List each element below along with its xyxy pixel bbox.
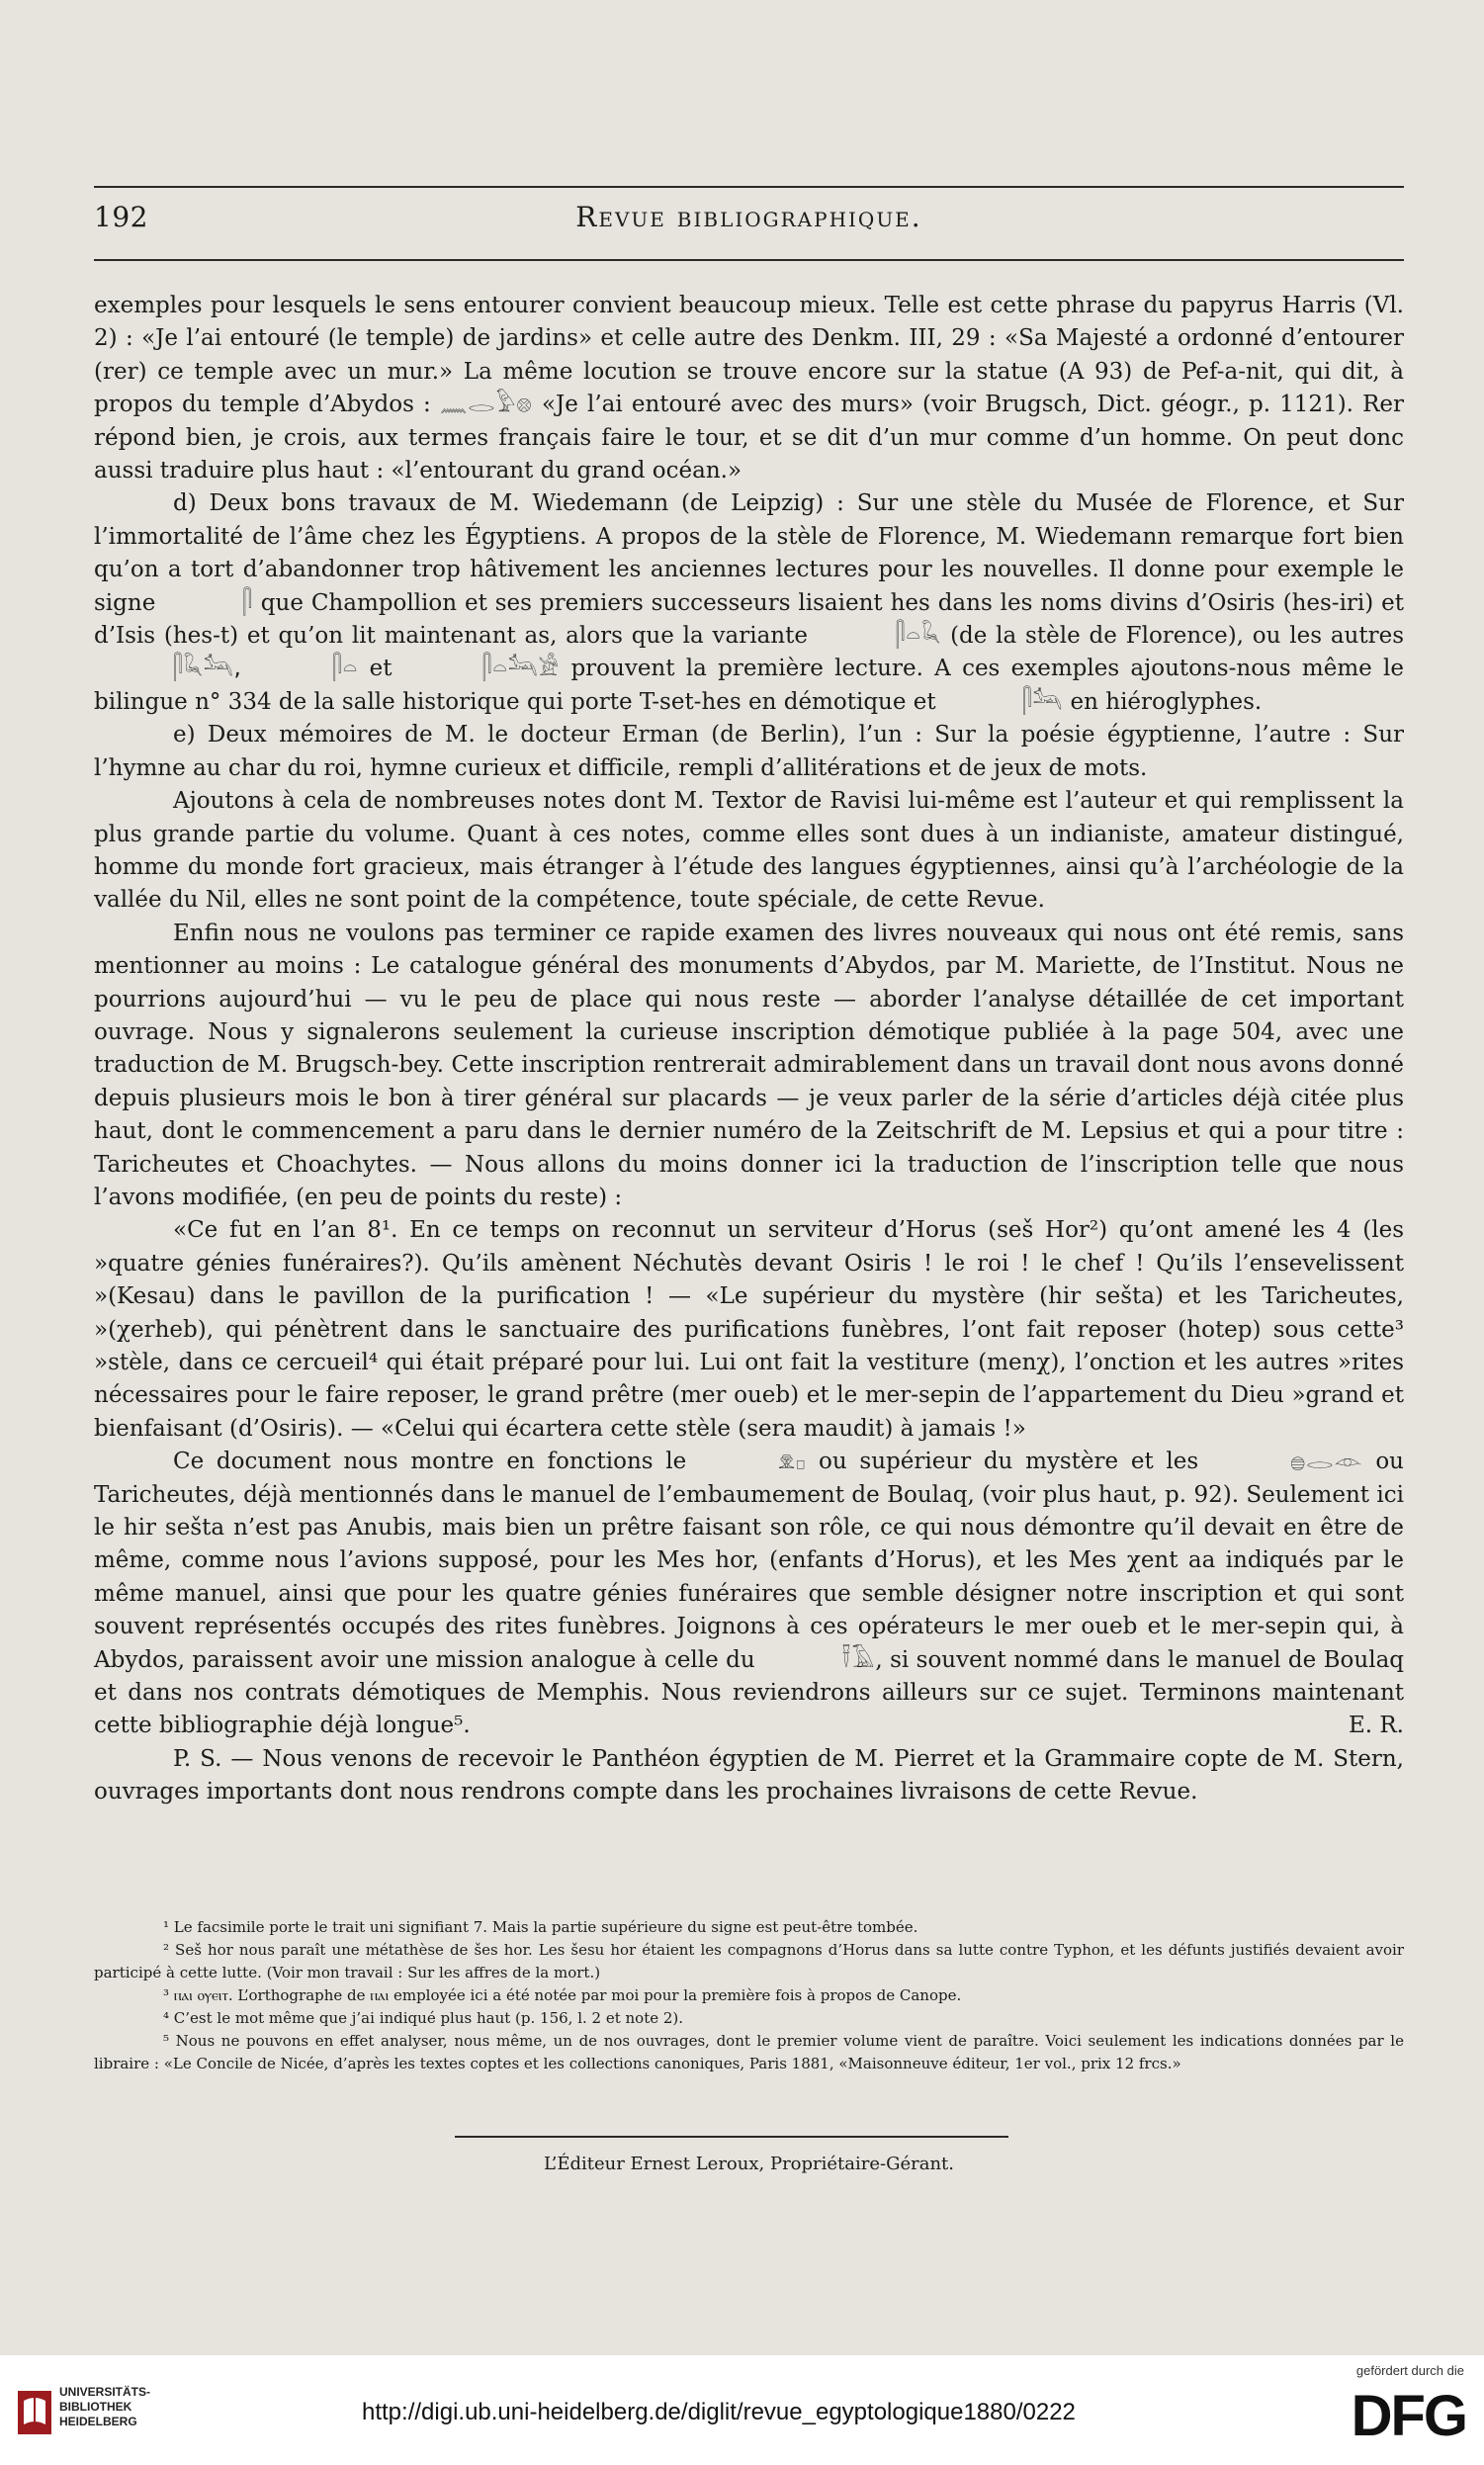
viewer-footer: [0, 2355, 1484, 2465]
paragraph: e) Deux mémoires de M. le docteur Erman (de Berlin), l’un : Sur la poésie égyptienne, l’autre : Sur l’hymne au char du roi, hymne curieux et difficile, rempli d’allitérations et de jeux de mots.: [94, 722, 1404, 781]
paragraph: Enfin nous ne voulons pas terminer ce rapide examen des livres nouveaux qui nous ont été remis, sans mentionner au moins : Le catalogue général des monuments d’Abydos, par M. Mariette, de l’Institut. Nous ne pourrions aujourd’hui — vu le peu de place qui nous reste — aborder l’analyse détaillée de cet important ouvrage. Nous y signalerons seulement la curieuse inscription démotique publiée à la page 504, avec une traduction de M. Brugsch-bey. Cette inscription rentrerait admirablement dans un travail dont nous avons donné depuis plusieurs mois le bon à tirer général sur placards — je veux parler de la série d’articles déjà citée plus haut, dont le commencement a paru dans le dernier numéro de la Zeitschrift de M. Lepsius et qui a pour titre : Taricheutes et Choachytes. — Nous allons du moins donner ici la traduction de l’inscription telle que nous l’avons modifiée, (en peu de points du reste) :: [94, 920, 1404, 1210]
running-title: Revue bibliographique.: [575, 201, 922, 233]
footnote: ³ ⲡⲁⲓ ⲟⲩⲉⲓⲧ. L’orthographe de ⲡⲁⲓ employée ici a été notée par moi pour la première fois à propos de Canope.: [163, 1986, 962, 2004]
signature: E. R.: [1348, 1713, 1404, 1739]
hieroglyph-group: 𓈖𓂋𓅱𓊖: [439, 392, 533, 418]
hieroglyph-group: 𓋴𓆗𓃢,: [173, 656, 242, 682]
library-logo-icon: [18, 2391, 51, 2434]
paragraph: exemples pour lesquels le sens entourer convient beaucoup mieux. Telle est cette phrase du papyrus Harris (Vl. 2) : «Je l’ai entouré (le temple) de jardins» et celle autre des Denkm. III, 29 : «Sa Majesté a ordonné d’entourer (rer) ce temple avec un mur.» La même locution se trouve encore sur la statue (A 93) de Pef-a-nit, qui dit, à propos du temple d’Abydos : 𓈖𓂋𓅱𓊖 «Je l’ai entouré avec des murs» (voir Brugsch, Dict. géogr., p. 1121). Rer répond bien, je crois, aux termes français faire le tour, et se dit d’un mur comme d’un homme. On peut donc aussi traduire plus haut : «l’entourant du grand océan.»: [94, 293, 1405, 484]
document-url[interactable]: http://digi.ub.uni-heidelberg.de/diglit/revue_egyptologique1880/0222: [362, 2399, 1076, 2425]
imprint: L’Éditeur Ernest Leroux, Propriétaire-Gérant.: [543, 2154, 955, 2174]
footnote: ² Seš hor nous paraît une métathèse de šes hor. Les šesu hor étaient les compagnons d’Horus dans sa lutte contre Typhon, et les défunts justifiés devaient avoir participé à cette lutte. (Voir mon travail : Sur les affres de la mort.): [94, 1941, 1404, 1981]
header-rule: [94, 259, 1404, 261]
funding-label: gefördert durch die: [1355, 2363, 1464, 2378]
footnote: ¹ Le facsimile porte le trait uni signifiant 7. Mais la partie supérieure du signe est peut-être tombée.: [163, 1918, 918, 1936]
hieroglyph-group: 𓋴𓏏: [332, 656, 359, 682]
footnote: ⁴ C’est le mot même que j’ai indiqué plus haut (p. 156, l. 2 et note 2).: [163, 2009, 684, 2027]
postscript: P. S. — Nous venons de recevoir le Panthéon égyptien de M. Pierret et la Grammaire copte de M. Stern, ouvrages importants dont nous rendrons compte dans les prochaines livraisons de cette Revue.: [94, 1745, 1404, 1805]
hieroglyph-group: 𓍋𓄿: [841, 1646, 876, 1673]
hieroglyph-variant: 𓋴𓏏𓆗: [895, 623, 942, 650]
hieroglyph-sign: 𓋴: [242, 589, 253, 616]
library-name: UNIVERSITÄTS- BIBLIOTHEK HEIDELBERG: [59, 2385, 151, 2428]
dfg-logo: DFG: [1351, 2384, 1466, 2448]
footnotes: [94, 1916, 1404, 2075]
paragraph: Ce document nous montre en fonctions le 𓁷𓊪 ou supérieur du mystère et les 𓐍𓂋𓁹 ou Taricheutes, déjà mentionnés dans le manuel de l’embaumement de Boulaq, (voir plus haut, p. 92). Seulement ici le hir sešta n’est pas Anubis, mais bien un prêtre faisant son rôle, ce qui nous démontre qu’il devait en être de même, comme nous l’avions supposé, pour les Mes hor, (enfants d’Horus), et les Mes χent aa indiqués par le même manuel, ainsi que pour les quatre génies funéraires que semble désigner notre inscription et qui sont souvent représentés occupés des rites funèbres. Joignons à ces opérateurs le mer oueb et le mer-sepin qui, à Abydos, paraissent avoir une mission analogue à celle du 𓍋𓄿, si souvent nommé dans le manuel de Boulaq et dans nos contrats démotiques de Memphis. Nous reviendrons ailleurs sur ce sujet. Terminons maintenant cette bibliographie déjà longue⁵. E. R.: [94, 1446, 1404, 1743]
paragraph: Ajoutons à cela de nombreuses notes dont M. Textor de Ravisi lui-même est l’auteur et qui remplissent la plus grande partie du volume. Quant à ces notes, comme elles sont dues à un indianiste, amateur distingué, homme du monde fort gracieux, mais étranger à l’étude des langues égyptiennes, ainsi qu’à l’archéologie de la vallée du Nil, elles ne sont point de la compétence, toute spéciale, de cette Revue.: [94, 788, 1404, 914]
page-number: 192: [94, 201, 148, 233]
hieroglyph-group: 𓁷𓊪: [777, 1449, 807, 1475]
quotation: «Ce fut en l’an 8¹. En ce temps on reconnut un serviteur d’Horus (seš Hor²) qu’ont amené les 4 (les »quatre génies funéraires?). Qu’ils amènent Néchutès devant Osiris ! le roi ! le chef ! Qu’ils l’ensevelissent »(Kesau) dans le pavillon de la purification ! — «Le supérieur du mystère (hir sešta) et les Taricheutes, »(χerheb), qui pénètrent dans le sanctuaire des purifications funèbres, l’ont fait reposer (hotep) sous cette³ »stèle, dans ce cercueil⁴ qui était préparé pour lui. Lui ont fait la vestiture (menχ), l’onction et les autres »rites nécessaires pour le faire reposer, le grand prêtre (mer oueb) et le mer-sepin de l’appartement du Dieu »grand et bienfaisant (d’Osiris). — «Celui qui écartera cette stèle (sera maudit) à jamais !»: [94, 1217, 1404, 1442]
hieroglyph-group: 𓋴𓏏𓃢𓀀: [481, 656, 561, 682]
footnote: ⁵ Nous ne pouvons en effet analyser, nous même, un de nos ouvrages, dont le premier volume vient de paraître. Voici seulement les indications données par le libraire : «Le Concile de Nicée, d’après les textes coptes et les collections canoniques, Paris 1881, «Maisonneuve éditeur, 1er vol., prix 12 frcs.»: [94, 2032, 1404, 2072]
hieroglyph-group: 𓋴𓃢: [1021, 688, 1064, 715]
hieroglyph-group: 𓐍𓂋𓁹: [1289, 1449, 1363, 1475]
top-rule: [94, 186, 1404, 188]
imprint-rule: [455, 2136, 1008, 2138]
page-header: [94, 201, 1404, 244]
paragraph: d) Deux bons travaux de M. Wiedemann (de Leipzig) : Sur une stèle du Musée de Florence, et Sur l’immortalité de l’âme chez les Égyptiens. A propos de la stèle de Florence, M. Wiedemann remarque fort bien qu’on a tort d’abandonner trop hâtivement les anciennes lectures pour les nouvelles. Il donne pour exemple le signe 𓋴 que Champollion et ses premiers successeurs lisaient hes dans les noms divins d’Osiris (hes-iri) et d’Isis (hes-t) et qu’on lit maintenant as, alors que la variante 𓋴𓏏𓆗 (de la stèle de Florence), ou les autres 𓋴𓆗𓃢, 𓋴𓏏 et 𓋴𓏏𓃢𓀀 prouvent la première lecture. A ces exemples ajoutons-nous même le bilingue n° 334 de la salle historique qui porte T-set-hes en démotique et 𓋴𓃢 en hiéroglyphes.: [94, 487, 1404, 719]
body-text: [94, 290, 1404, 1809]
